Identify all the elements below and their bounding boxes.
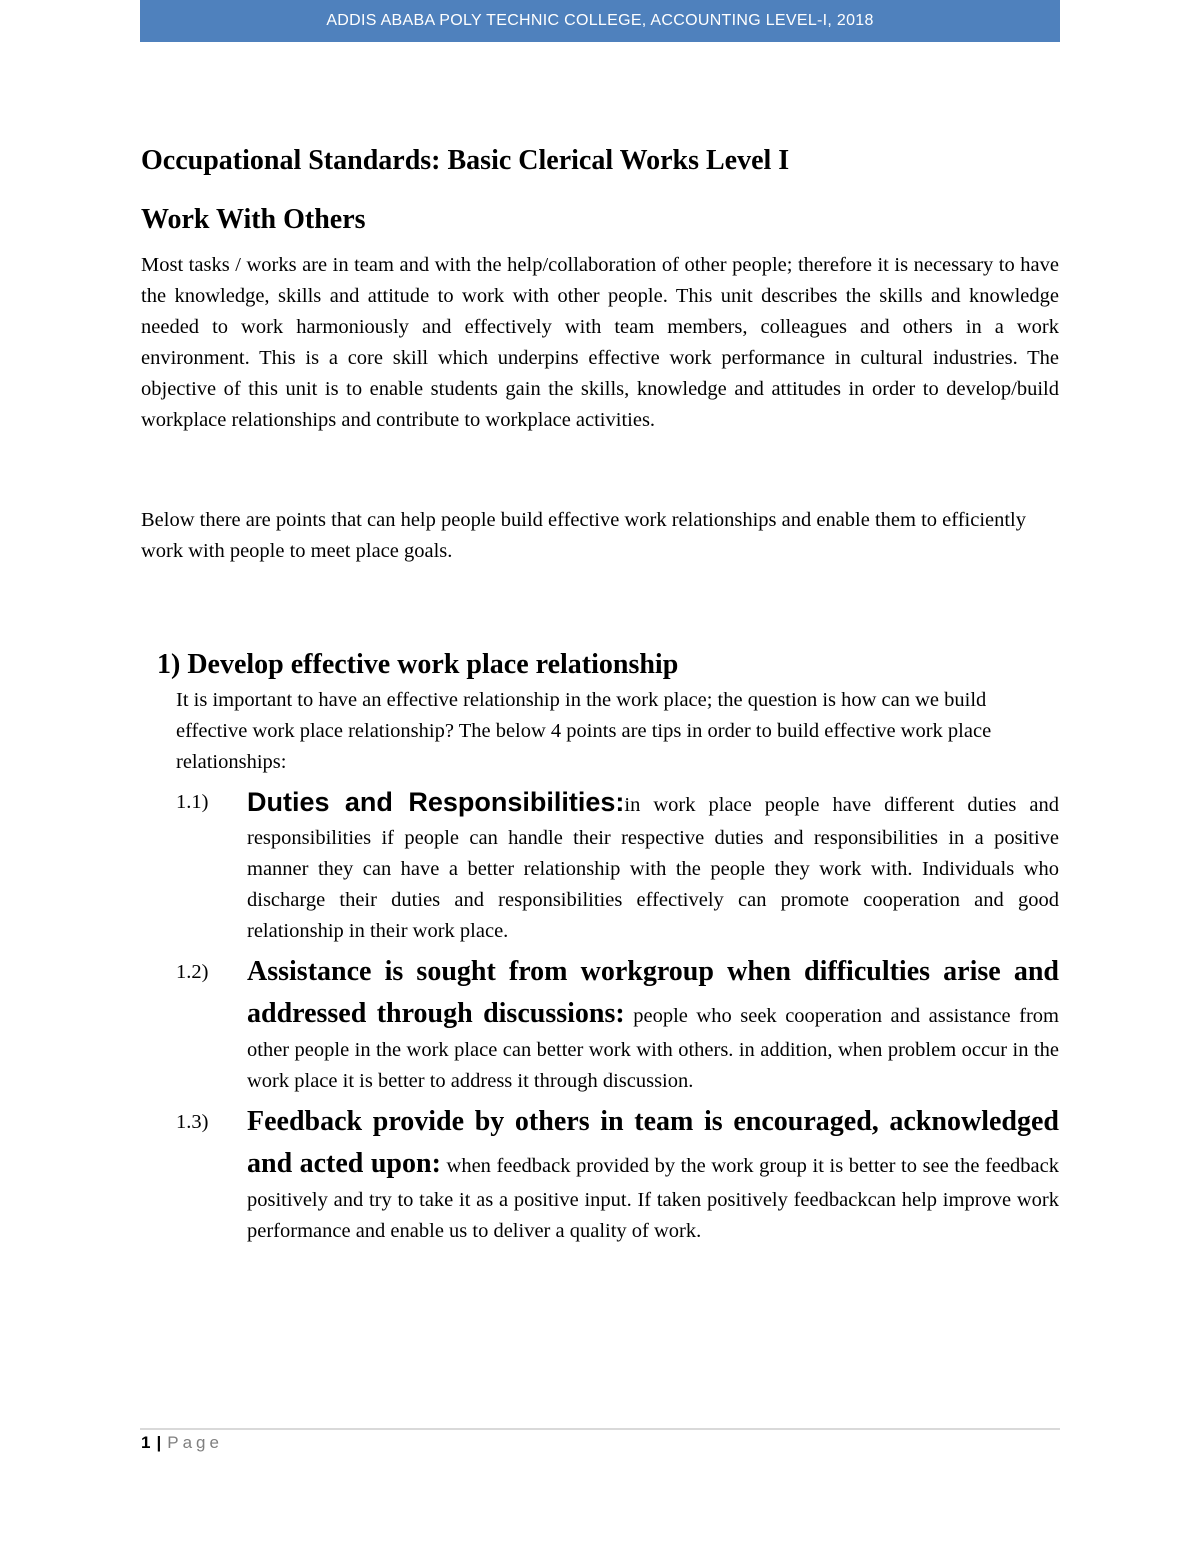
document-title: Occupational Standards: Basic Clerical Works Level I xyxy=(141,145,790,176)
page-header-text: ADDIS ABABA POLY TECHNIC COLLEGE, ACCOUNTING LEVEL-I, 2018 xyxy=(326,12,874,29)
list-item xyxy=(176,1101,1059,1247)
list-item-body xyxy=(247,951,1059,1097)
list-item xyxy=(176,781,1059,947)
tips-list xyxy=(176,781,1059,1247)
footer-separator: | xyxy=(156,1433,162,1452)
points-intro-paragraph: Below there are points that can help people build effective work relationships and enable them to efficiently work with people to meet place goals. xyxy=(141,509,1027,562)
list-item-text: in work place people have different duties and responsibilities if people can handle their respective duties and responsibilities in a positive manner they can have a better relationship with the people they work with. Individuals who discharge their duties and responsibilities effectively can promote cooperation and good relationship in their work place. xyxy=(247,794,1059,942)
list-item-number: 1.2) xyxy=(176,961,209,983)
list-item xyxy=(176,951,1059,1097)
list-item-number: 1.1) xyxy=(176,791,209,813)
list-item-heading: Duties and Responsibilities: xyxy=(247,787,625,817)
list-item-heading: Feedback provide by others in team is encouraged, acknowledged and acted upon: xyxy=(247,1106,1059,1179)
list-item-text: people who seek cooperation and assistance from other people in the work place can better work with others. in addition, when problem occur in the work place it is better to address it through discussion. xyxy=(247,1005,1059,1092)
list-item-text: when feedback provided by the work group it is better to see the feedback positively and try to take it as a positive input. If taken positively feedbackcan help improve work performance and enable us to deliver a quality of work. xyxy=(247,1155,1059,1242)
list-item-body xyxy=(247,781,1059,947)
intro-paragraph: Most tasks / works are in team and with the help/collaboration of other people; therefore it is necessary to have the knowledge, skills and attitude to work with other people. This unit describes the skills and knowledge needed to work harmoniously and effectively with team members, colleagues and others in a work environment. This is a core skill which underpins effective work performance in cultural industries. The objective of this unit is to enable students gain the skills, knowledge and attitudes in order to develop/build workplace relationships and contribute to workplace activities. xyxy=(141,254,1059,431)
page-label: Page xyxy=(167,1433,223,1452)
document-body xyxy=(141,140,1059,1247)
list-item-heading: Assistance is sought from workgroup when difficulties arise and addressed through discussions: xyxy=(247,956,1059,1029)
list-item-body xyxy=(247,1101,1059,1247)
subsection-intro: It is important to have an effective relationship in the work place; the question is how can we build effective work place relationship? The below 4 points are tips in order to build effective work place relationships: xyxy=(176,689,992,773)
subsection-heading: 1) Develop effective work place relationship xyxy=(157,649,679,680)
footer-divider xyxy=(140,1428,1060,1430)
page-footer xyxy=(141,1433,223,1453)
section-title: Work With Others xyxy=(141,204,366,235)
page-number: 1 xyxy=(141,1433,151,1452)
list-item-number: 1.3) xyxy=(176,1111,209,1133)
page-header-band xyxy=(140,0,1060,42)
